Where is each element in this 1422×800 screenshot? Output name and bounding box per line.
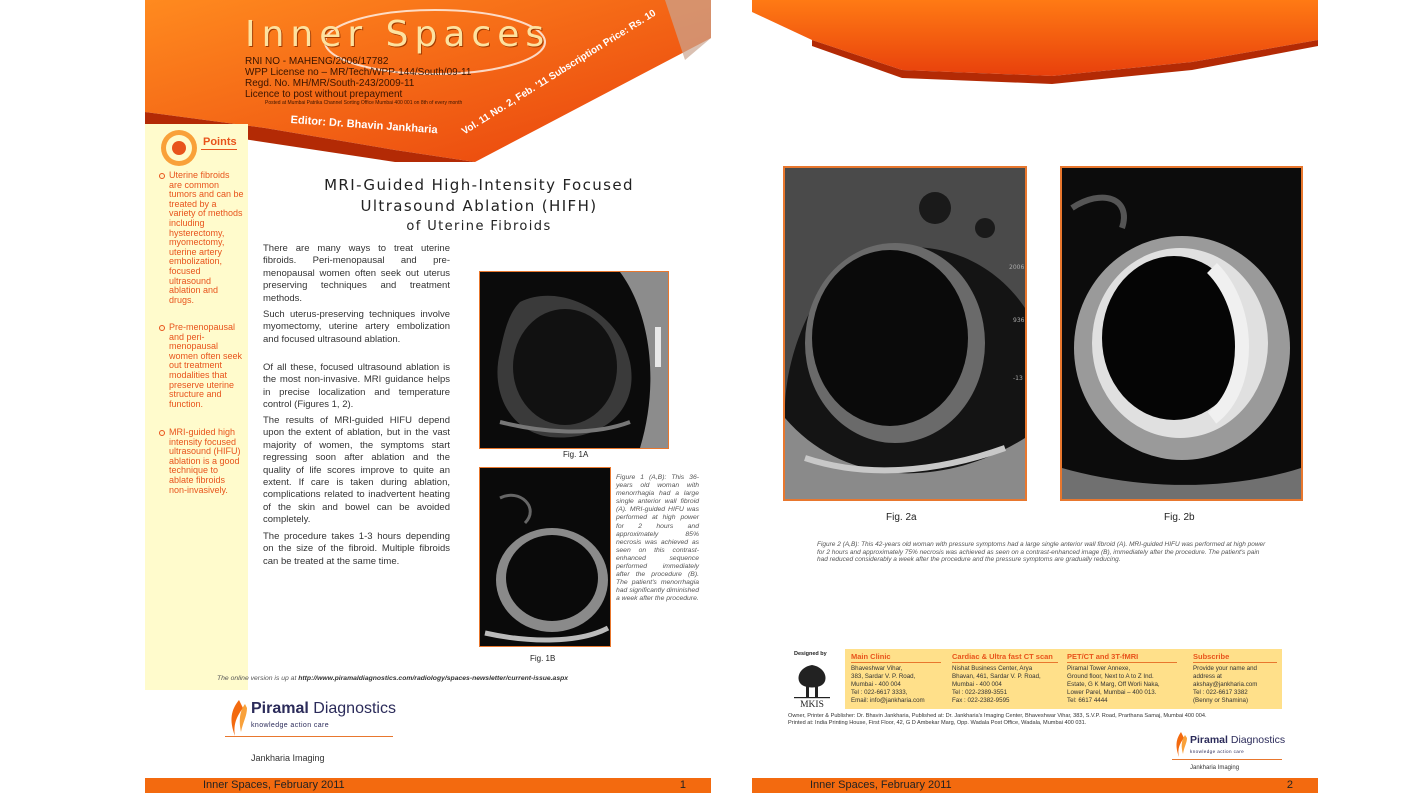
contact-line: Estate, G K Marg, Off Worli Naka, <box>1067 681 1160 688</box>
brand-tagline: knowledge action care <box>1190 749 1245 754</box>
figure-2b-label: Fig. 2b <box>1164 512 1195 523</box>
figure-1a-mri-image <box>479 271 669 449</box>
body-paragraph: Of all these, focused ultrasound ablation is the most non-invasive. MRI guidance helps in precise localization and temperature control (Figures 1, 2). <box>263 362 450 411</box>
postage-licence: Licence to post without prepayment <box>245 89 403 100</box>
brand-subtitle: Jankharia Imaging <box>1190 765 1240 771</box>
header-banner <box>752 0 1318 90</box>
fig2a-scale-value: 2006 <box>1009 264 1025 271</box>
page-footer <box>145 778 711 793</box>
posting-note: Posted at Mumbai Patrika Channel Sorting Office Mumbai 400 001 on 8th of every month <box>265 100 463 106</box>
contact-line: Tel : 022-6617 3333, <box>851 689 908 696</box>
contact-line: Lower Parel, Mumbai – 400 013. <box>1067 689 1157 696</box>
online-url-link[interactable]: http://www.piramaldiagnostics.com/radiology/spaces-newsletter/current-issue.aspx <box>298 675 569 682</box>
points-heading: Points <box>203 136 237 148</box>
contact-line: address at <box>1193 673 1222 680</box>
designed-by-label: Designed by <box>794 651 827 657</box>
masthead-title: Inner Spaces <box>245 14 551 55</box>
contact-line: Provide your name and <box>1193 665 1257 672</box>
contact-email[interactable]: Email: info@jankharia.com <box>851 697 925 704</box>
footer-page-number: 1 <box>679 779 686 791</box>
contact-line: Tel : 022-2389-3551 <box>952 689 1008 696</box>
figure-2b-mri-image <box>1060 166 1303 501</box>
page-footer <box>752 778 1318 793</box>
contact-line: Tel: 6617 4444 <box>1067 697 1108 704</box>
article-title-line-3: of Uterine Fibroids <box>406 219 552 234</box>
newsletter-page-2 <box>752 0 1318 800</box>
volume-issue-price: Vol. 11 No. 2, Feb. '11 Subscription Price: Rs. 10 <box>460 7 659 138</box>
figure-1b-mri-image <box>479 467 611 647</box>
contact-line: Fax : 022-2382-9595 <box>952 697 1010 704</box>
points-target-icon <box>159 128 199 168</box>
main-clinic-column <box>851 653 941 705</box>
contact-info-panel <box>845 649 1282 709</box>
brand-tagline: knowledge action care <box>251 722 330 729</box>
figure-1a-label: Fig. 1A <box>563 450 589 459</box>
figure-1-caption: Figure 1 (A,B): This 36-years old woman with menorrhagia had a large single anterior wall fibroid (A). MRI-guided HIFU was performed at high power for 2 hours and approximately 85% necrosis was achieved as seen on this contrast-enhanced sequence performed immediately after the procedure (B). The patient's menorrhagia had significantly diminished a week after the procedure. <box>616 474 699 603</box>
online-prefix: The online version is up at <box>217 675 299 682</box>
column-heading: PET/CT and 3T-fMRI <box>1067 653 1177 663</box>
footer-page-number: 2 <box>1286 779 1293 791</box>
brand-name-bold: Piramal <box>251 700 309 717</box>
point-item: MRI-guided high intensity focused ultrasound (HIFU) ablation is a good technique to ablate fibroids non-invasively. <box>169 428 245 495</box>
figure-2-caption: Figure 2 (A,B): This 42-years old woman with pressure symptoms had a large single anterior wall fibroid (A). MRI-guided HIFU was performed at high power for 2 hours and approximately 75% necrosis was achieved as seen on a contrast-enhanced image (B), immediately after the procedure. The patient's pain had reduced considerably a week after the procedure and the pressure symptoms are gradually reducing. <box>817 541 1266 564</box>
brand-name <box>1190 734 1285 746</box>
body-paragraph: Such uterus-preserving techniques involve myomectomy, uterine artery embolization and focused ultrasound ablation. <box>263 309 450 345</box>
contact-line: Mumbai - 400 004 <box>851 681 901 688</box>
cardiac-ct-column <box>952 653 1058 705</box>
contact-line: Mumbai - 400 004 <box>952 681 1002 688</box>
contact-line: Tel : 022-6617 3382 <box>1193 689 1248 696</box>
brand-name <box>251 700 396 718</box>
online-version-note <box>217 675 568 682</box>
contact-line: Piramal Tower Annexe, <box>1067 665 1131 672</box>
brand-divider <box>1172 759 1282 760</box>
brand-divider <box>225 736 393 737</box>
footer-issue: Inner Spaces, February 2011 <box>203 779 345 791</box>
article-title-line-2: Ultrasound Ablation (HIFH) <box>360 197 598 215</box>
figure-2a-label: Fig. 2a <box>886 512 917 523</box>
piramal-brand-block <box>1172 731 1284 775</box>
body-paragraph: There are many ways to treat uterine fibroids. Peri-menopausal and pre-menopausal women often seek out uterus preserving techniques and treatment methods. <box>263 243 450 304</box>
contact-line: Ground floor, Next to A to Z Ind. <box>1067 673 1154 680</box>
printed-line: Printed at: India Printing House, First Floor, 42, G D Ambekar Marg, Opp. Wadala Post Office, Wadala, Mumbai 400 031. <box>788 720 1087 727</box>
figure-1b-label: Fig. 1B <box>530 654 556 663</box>
figure-2a-mri-image <box>783 166 1027 501</box>
brand-name-bold: Piramal <box>1190 734 1228 746</box>
wpp-license: WPP License no – MR/Tech/WPP-144/South/09-11 <box>245 67 472 78</box>
mkis-logo-icon <box>792 661 832 709</box>
fig2a-scale-value: 936 <box>1013 317 1025 324</box>
editor-credit: Editor: Dr. Bhavin Jankharia <box>290 114 438 137</box>
brand-name-rest: Diagnostics <box>308 700 396 717</box>
subscribe-email[interactable]: akshay@jankharia.com <box>1193 681 1258 688</box>
footer-issue: Inner Spaces, February 2011 <box>810 779 952 791</box>
registration-number: Regd. No. MH/MR/South-243/2009-11 <box>245 78 415 89</box>
points-underline <box>201 149 237 150</box>
subscribe-column <box>1193 653 1277 705</box>
piramal-flame-logo-icon <box>225 698 249 738</box>
fig2a-scale-value: -13 <box>1013 375 1023 382</box>
point-item: Uterine fibroids are common tumors and can be treated by a variety of methods including hysterectomy, myomectomy, uterine artery embolization, focused ultrasound ablation and drugs. <box>169 170 244 305</box>
article-title-line-1: MRI-Guided High-Intensity Focused <box>324 176 634 194</box>
piramal-flame-logo-icon <box>1172 731 1188 759</box>
contact-line: 383, Sardar V. P. Road, <box>851 673 916 680</box>
pet-ct-column <box>1067 653 1177 705</box>
owner-line: Owner, Printer & Publisher: Dr. Bhavin Jankharia, Published at: Dr. Jankharia's Imaging Center, Bhaveshwar Vihar, 383, S.V.P. Road, Prarthana Samaj, Mumbai 400 004. <box>788 713 1207 719</box>
point-item: Pre-menopausal and peri-menopausal women often seek out treatment modalities that preserve uterine structure and function. <box>169 323 245 409</box>
brand-name-rest: Diagnostics <box>1227 734 1286 746</box>
brand-subtitle: Jankharia Imaging <box>251 753 325 763</box>
body-paragraph: The procedure takes 1-3 hours depending on the size of the fibroid. Multiple fibroids can be treated at the same time. <box>263 531 450 567</box>
column-heading: Main Clinic <box>851 653 941 663</box>
key-points-sidebar <box>145 124 248 690</box>
publisher-imprint <box>788 713 1288 728</box>
contact-line: Bhavan, 461, Sardar V. P. Road, <box>952 673 1041 680</box>
piramal-brand-block <box>225 698 395 768</box>
mkis-logo-text: MKIS <box>800 700 824 709</box>
contact-line: Bhaveshwar Vihar, <box>851 665 903 672</box>
contact-line: (Benny or Shamina) <box>1193 697 1249 704</box>
contact-line: Nishat Business Center, Arya <box>952 665 1033 672</box>
column-heading: Cardiac & Ultra fast CT scan <box>952 653 1058 663</box>
column-heading: Subscribe <box>1193 653 1277 663</box>
rni-number: RNI NO - MAHENG/2006/17782 <box>245 56 389 67</box>
body-paragraph: The results of MRI-guided HIFU depend upon the extent of ablation, but in the vast majority of women, the symptoms start regressing soon after ablation and the quality of life scores improve to quite an extent. If care is taken during ablation, complications related to inadvertent heating of the skin and bowel can be avoided completely. <box>263 415 450 526</box>
newsletter-page-1 <box>145 0 711 800</box>
